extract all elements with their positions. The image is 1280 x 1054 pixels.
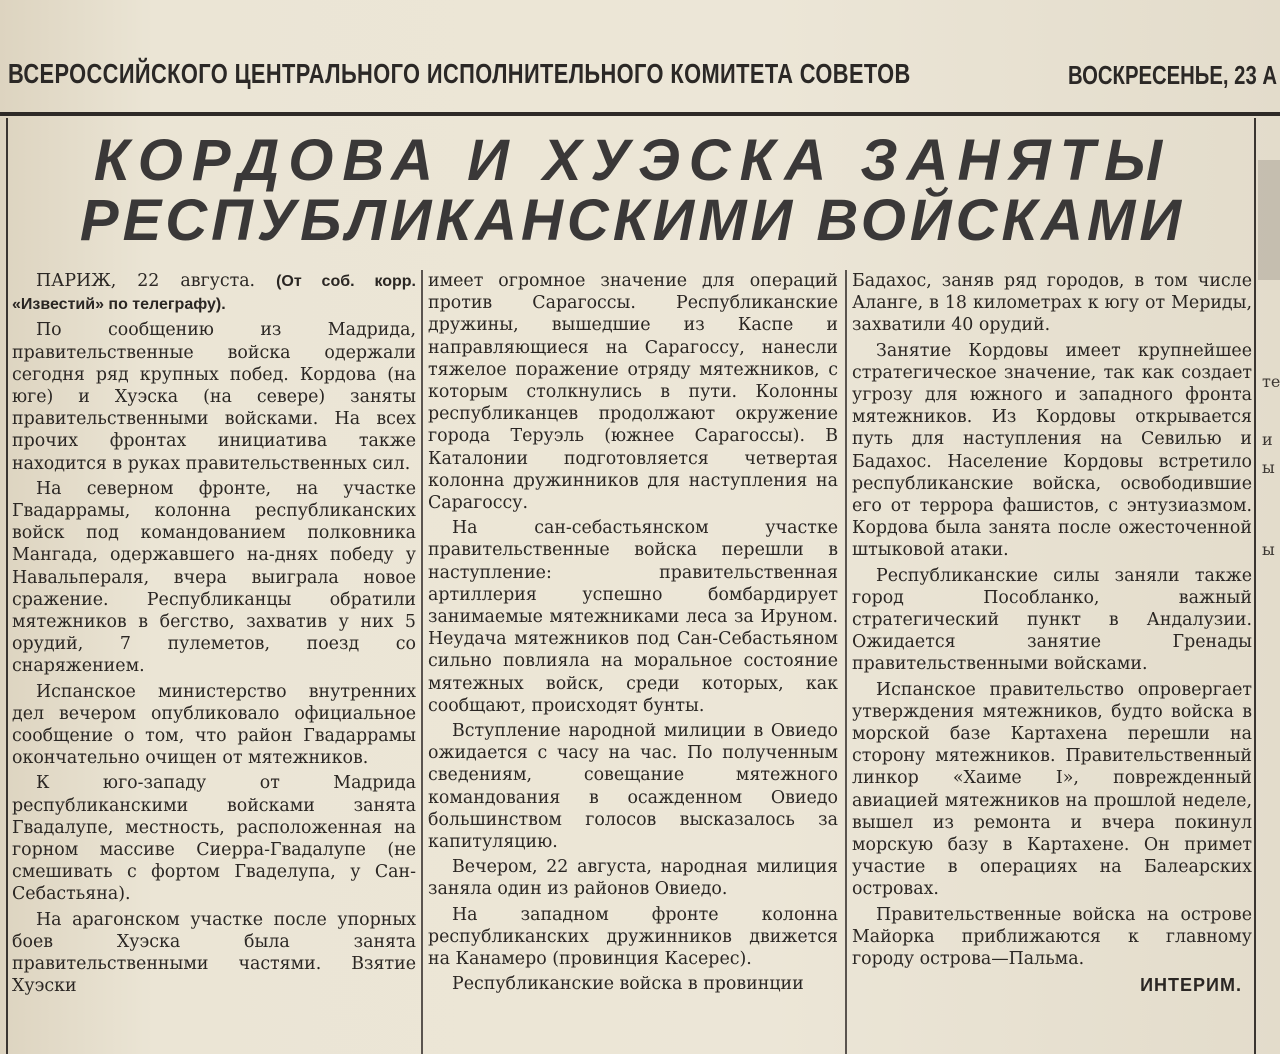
- paragraph: имеет огромное значение для операций против Сарагоссы. Республиканские дружины, вышедшие из Каспе и направляющиеся на Сарагоссу, нанесли тяжелое поражение отряду мятежников, с которым столкнулись в пути. Колонны республиканцев продолжают окружение города Теруэль (южнее Сарагоссы). В Каталонии подготовляется четвертая колонна дружинников для наступления на Сарагоссу.: [428, 271, 838, 514]
- masthead-date: ВОСКРЕСЕНЬЕ, 23 А: [1068, 60, 1278, 90]
- masthead-title: ВСЕРОССИЙСКОГО ЦЕНТРАЛЬНОГО ИСПОЛНИТЕЛЬНОГО КОМИТЕТА СОВЕТОВ: [8, 58, 911, 89]
- left-border-rule: [6, 118, 8, 1054]
- article-column-2: [428, 270, 838, 1054]
- paragraph: На западном фронте колонна республиканских дружинников движется на Канамеро (провинция Касерес).: [428, 904, 838, 970]
- adjacent-page-bleed: [1258, 160, 1280, 280]
- article-column-1: [12, 270, 416, 1054]
- paragraph: Занятие Кордовы имеет крупнейшее стратегическое значение, так как создает угрозу для южного и западного фронта мятежников. Из Кордовы открывается путь для наступления на Севилью и Бадахос. Население Кордовы встретило республиканские войска, освободившие его от террора фашистов, с энтузиазмом. Кордова была занята после ожесточенной штыковой атаки.: [852, 340, 1252, 561]
- paragraph: Испанское министерство внутренних дел вечером опубликовало официальное сообщение о том, что район Гвадаррамы окончательно очищен от мятежников.: [12, 681, 416, 769]
- masthead: [0, 52, 1280, 98]
- dateline-paragraph: [12, 270, 416, 316]
- paragraph: На сан-себастьянском участке правительственные войска перешли в наступление: правительственная артиллерия успешно бомбардирует занимаемые мятежниками леса за Ируном. Неудача мятежников под Сан-Себастьяном сильно повлияла на моральное состояние мятежных войск, среди которых, как сообщают, происходят бунты.: [428, 518, 838, 716]
- right-border-rule: [1254, 118, 1256, 1054]
- paragraph: На арагонском участке после упорных боев Хуэска была занята правительственными частями. Взятие Хуэски: [12, 909, 416, 997]
- paragraph: Бадахос, заняв ряд городов, в том числе Аланге, в 18 километрах к югу от Мериды, захватили 40 орудий.: [852, 271, 1252, 336]
- headline-line-1: КОРДОВА И ХУЭСКА ЗАНЯТЫ: [93, 128, 1172, 193]
- masthead-rule: [0, 112, 1280, 116]
- adjacent-column-fragment: те: [1262, 372, 1280, 391]
- column-rule-1: [421, 270, 423, 1054]
- paragraph: Вступление народной милиции в Овиедо ожидается с часу на час. По полученным сведениям, совещание мятежного командования в осажденном Овиедо большинством голосов высказалось за капитуляцию.: [428, 721, 838, 853]
- dateline: ПАРИЖ, 22 августа.: [36, 271, 256, 291]
- adjacent-column-fragment: и: [1262, 430, 1273, 449]
- paragraph: Вечером, 22 августа, народная милиция заняла один из районов Овиедо.: [428, 857, 838, 900]
- paragraph: Республиканские силы заняли также город Пособланко, важный стратегический пункт в Андалузии. Ожидается занятие Гренады правительственными войсками.: [852, 565, 1252, 675]
- paragraph: По сообщению из Мадрида, правительственные войска одержали сегодня ряд крупных побед. Кордова (на юге) и Хуэска (на севере) заняты правительственными войсками. На всех прочих фронтах инициатива также находится в руках правительственных сил.: [12, 320, 416, 474]
- paragraph: Правительственные войска на острове Майорка приближаются к главному городу острова—Пальма.: [852, 904, 1252, 970]
- adjacent-column-fragment: ы: [1262, 540, 1275, 559]
- source-credit: (От соб. корр. «Известий» по телеграфу).: [12, 273, 416, 314]
- headline-line-2: РЕСПУБЛИКАНСКИМИ ВОЙСКАМИ: [79, 188, 1186, 253]
- paragraph: К юго-западу от Мадрида республиканскими войсками занята Гвадалупе, местность, расположенная на горном массиве Сиерра-Гвадалупе (не смешивать с фортом Гваделупа, у Сан-Себастьяна).: [12, 773, 416, 905]
- paragraph: Республиканские войска в провинции: [452, 974, 804, 995]
- headline: [20, 128, 1245, 254]
- paragraph: На северном фронте, на участке Гвадаррамы, колонна республиканских войск под командованием полковника Мангада, одержавшего на-днях победу у Навальпераля, вчера выиграла новое сражение. Республиканцы обратили мятежников в бегство, захватив у них 5 орудий, 7 пулеметов, поезд со снаряжением.: [12, 478, 416, 677]
- adjacent-column-fragment: ы: [1262, 458, 1275, 477]
- signature: ИНТЕРИМ.: [1140, 975, 1242, 996]
- paragraph: Испанское правительство опровергает утверждения мятежников, будто войска в морской базе Картахена перешли на сторону мятежников. Правительственный линкор «Хаиме I», поврежденный авиацией мятежников на прошлой неделе, вышел из ремонта и вчера покинул морскую базу в Картахене. Он примет участие в операциях на Балеарских островах.: [852, 679, 1252, 900]
- article-column-3: [852, 270, 1252, 1054]
- column-rule-2: [845, 270, 847, 1054]
